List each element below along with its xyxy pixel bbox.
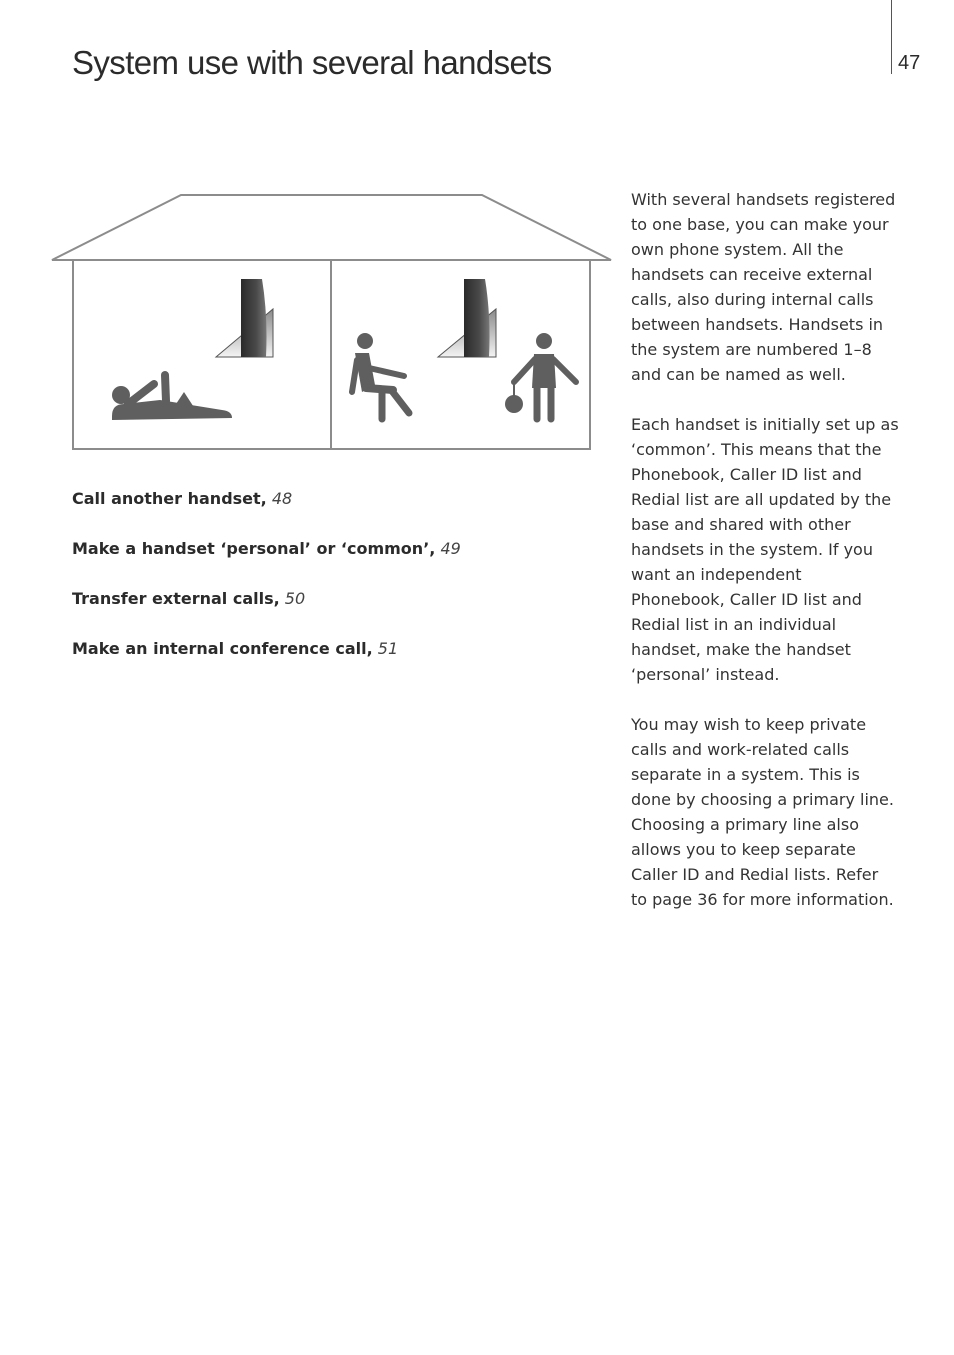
toc-item-call-another-handset[interactable] — [72, 488, 592, 509]
sitting-person-icon — [352, 333, 409, 419]
toc-item-title: Call another handset, — [72, 489, 267, 508]
roof-outline — [52, 195, 611, 260]
handset-right-icon — [438, 279, 496, 357]
standing-person-icon — [505, 333, 576, 419]
toc-item-title: Make an internal conference call, — [72, 639, 373, 658]
handset-left-icon — [216, 279, 273, 357]
page-title: System use with several handsets — [72, 44, 552, 81]
body-paragraph-3: You may wish to keep private calls and work-related calls separate in a system. This is done by choosing a primary line. Choosing a primary line also allows you to keep separate Caller ID and Redial lists. Refer to page 36 for more information. — [631, 715, 894, 909]
toc-item-page: 49 — [440, 539, 461, 558]
body-paragraph-1: With several handsets registered to one base, you can make your own phone system. All the handsets can receive external calls, also during internal calls between handsets. Handsets in the system are numbered 1–8 and can be named as well. — [631, 190, 896, 384]
toc-item-personal-or-common[interactable] — [72, 538, 592, 559]
lying-person-icon — [112, 375, 232, 420]
toc-item-page: 51 — [377, 639, 399, 658]
toc-item-title: Transfer external calls, — [72, 589, 280, 608]
toc-item-internal-conference-call[interactable] — [72, 638, 592, 659]
body-text-column — [631, 187, 899, 937]
toc-item-transfer-external-calls[interactable] — [72, 588, 592, 609]
page-number: 47 — [898, 52, 921, 74]
house-illustration — [48, 190, 614, 454]
room-left — [73, 260, 331, 449]
toc-item-page: 50 — [284, 589, 306, 608]
page-divider-line — [891, 0, 892, 74]
body-paragraph-2: Each handset is initially set up as ‘common’. This means that the Phonebook, Caller ID list and Redial list are all updated by the base and shared with other handsets in the system. If you want an independent Phonebook, Caller ID list and Redial list in an individual handset, make the handset ‘personal’ instead. — [631, 415, 899, 684]
toc-item-title: Make a handset ‘personal’ or ‘common’, — [72, 539, 436, 558]
related-topics-list — [72, 488, 592, 688]
toc-item-page: 48 — [271, 489, 293, 508]
